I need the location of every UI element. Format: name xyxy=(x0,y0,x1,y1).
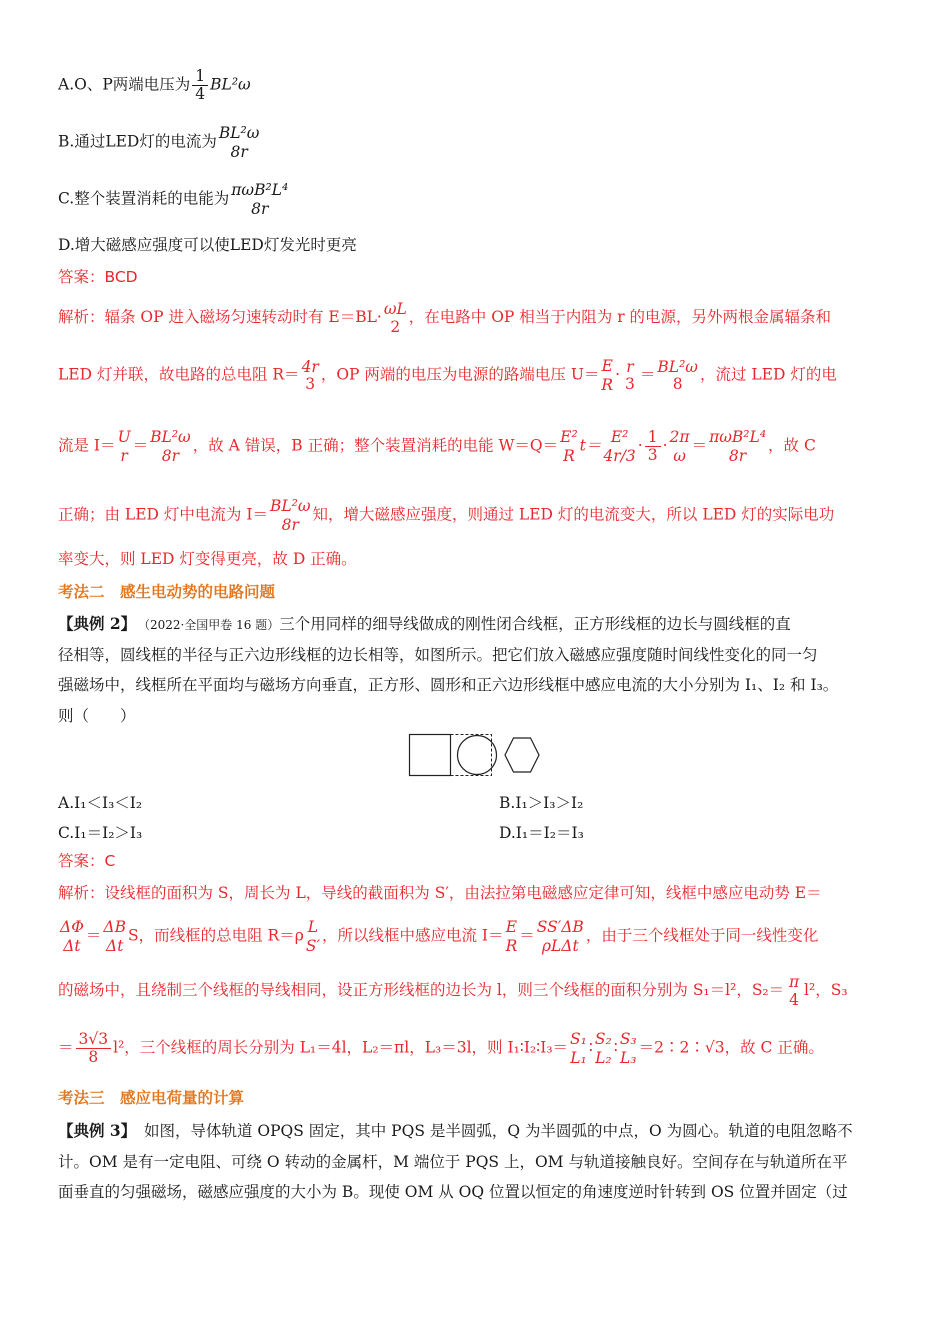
answer-2: 答案：C xyxy=(58,852,116,870)
square-frame xyxy=(410,735,451,776)
option-d[interactable]: D.增大磁感应强度可以使LED灯发光时更亮 xyxy=(58,236,357,254)
section-heading-method-3: 考法三 感应电荷量的计算 xyxy=(58,1089,245,1107)
example-2-option-a[interactable]: A.I₁＜I₃＜I₂ xyxy=(58,794,143,812)
example-2-option-b[interactable]: B.I₁＞I₃＞I₂ xyxy=(499,794,584,812)
analysis-1-line-1: 解析：辐条 OP 进入磁场匀速转动时有 E＝BL· ωL 2 ，在电路中 OP 相当于内阻为 r 的电源，另外两根金属辐条和 xyxy=(58,300,832,336)
analysis-1-line-4: 正确；由 LED 灯中电流为 I＝ BL²ω 8r 知，增大磁感应强度，则通过 LED 灯的电流变大，所以 LED 灯的实际电功 xyxy=(58,497,835,534)
section-heading-method-2: 考法二 感生电动势的电路问题 xyxy=(58,583,276,601)
analysis-1-line-5: 率变大，则 LED 灯变得更亮，故 D 正确。 xyxy=(58,550,357,568)
answer-1: 答案：BCD xyxy=(58,268,138,286)
example-2-line-2: 径相等，圆线框的半径与正六边形线框的边长相等，如图所示。把它们放入磁感应强度随时间线性变化的同一匀 xyxy=(58,646,818,664)
analysis-2-line-1: 解析：设线框的面积为 S，周长为 L，导线的截面积为 S′，由法拉第电磁感应定律可知，线框中感应电动势 E＝ xyxy=(58,884,822,902)
example-2-line-1: 【典例 2】 （2022·全国甲卷 16 题）三个用同样的细导线做成的刚性闭合线框，正方形线框的边长与圆线框的直 xyxy=(58,614,791,633)
analysis-1-line-3: 流是 I＝ U r ＝ BL²ω 8r ，故 A 错误，B 正确；整个装置消耗的电能 W＝Q＝ E² R t＝ E² 4r/3 · $\frac{1}{3}$ · 2π ω ＝ πωB²L⁴ 8r ，故 C xyxy=(58,428,816,465)
analysis-2-line-4: ＝ $\frac{3√3}{8}$ l²，三个线框的周长分别为 L₁＝4l，L₂＝πl，L₃＝3l，则 I₁∶I₂∶I₃＝ S₁ L₁ ∶ S₂ L₂ ∶ S₃ L₃ ＝2∶2∶√3，故 C 正确。 xyxy=(58,1030,824,1067)
example-2-option-c[interactable]: C.I₁＝I₂＞I₃ xyxy=(58,824,143,842)
wire-frames-figure xyxy=(405,733,550,777)
analysis-2-line-3: 的磁场中，且绕制三个线框的导线相同，设正方形线框的边长为 l，则三个线框的面积分别为 S₁＝l²，S₂＝ π 4 l²，S₃ xyxy=(58,973,848,1009)
option-a[interactable]: A.O、P两端电压为 $\frac{1}{4}$ BL²ω xyxy=(58,67,251,104)
analysis-1-line-2: LED 灯并联，故电路的总电阻 R＝ 4r 3 ，OP 两端的电压为电源的路端电压 U＝ E R · r 3 ＝ BL²ω 8 ，流过 LED 灯的电 xyxy=(58,357,837,394)
example-2-line-3: 强磁场中，线框所在平面均与磁场方向垂直，正方形、圆形和正六边形线框中感应电流的大小分别为 I₁、I₂ 和 I₃。 xyxy=(58,676,839,694)
fraction: πωB²L⁴ 8r xyxy=(231,181,289,218)
option-c[interactable]: C.整个装置消耗的电能为 πωB²L⁴ 8r xyxy=(58,181,289,218)
example-3-line-2: 计。OM 是有一定电阻、可绕 O 转动的金属杆，M 端位于 PQS 上，OM 与轨道接触良好。空间存在与轨道所在平 xyxy=(58,1153,848,1171)
fraction: BL²ω 8r xyxy=(218,124,260,161)
example-3-line-1: 【典例 3】 如图，导体轨道 OPQS 固定，其中 PQS 是半圆弧，Q 为半圆弧的中点，O 为圆心。轨道的电阻忽略不 xyxy=(58,1121,853,1140)
example-2-option-d[interactable]: D.I₁＝I₂＝I₃ xyxy=(499,824,584,842)
hexagon-frame xyxy=(505,738,539,772)
fraction: $\frac{1}{4}$ xyxy=(192,68,208,103)
dashed-square-guide xyxy=(451,735,492,776)
option-b[interactable]: B.通过LED灯的电流为 BL²ω 8r xyxy=(58,124,260,161)
analysis-2-line-2: ΔΦ Δt ＝ ΔB Δt S，而线框的总电阻 R＝ρ L S′ ，所以线框中感应电流 I＝ E R ＝ SS′ΔB ρLΔt ，由于三个线框处于同一线性变化 xyxy=(60,918,819,955)
example-2-line-4: 则（ ） xyxy=(58,707,136,725)
example-3-line-3: 面垂直的匀强磁场，磁感应强度的大小为 B。现使 OM 从 OQ 位置以恒定的角速度逆时针转到 OS 位置并固定（过 xyxy=(58,1183,848,1201)
circle-frame xyxy=(458,736,497,775)
